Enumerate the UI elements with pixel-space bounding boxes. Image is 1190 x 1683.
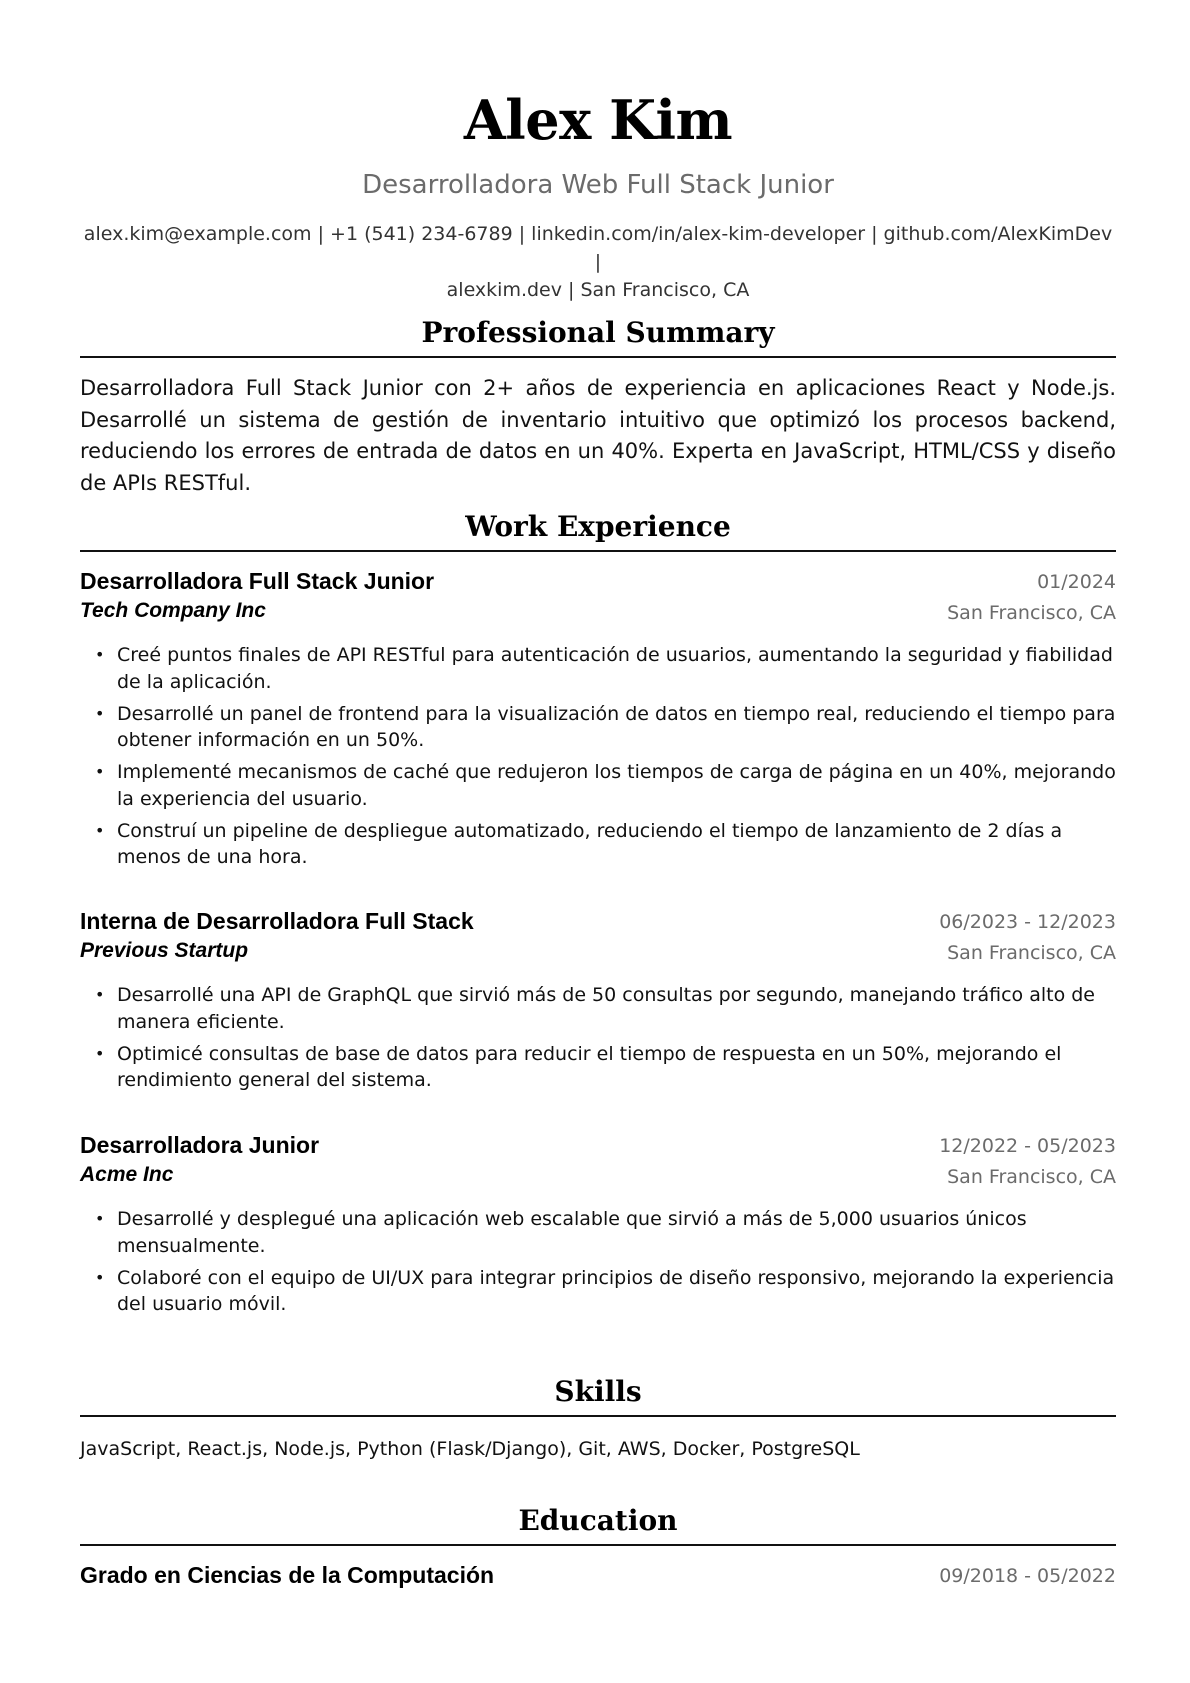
job-bullet: • Optimicé consultas de base de datos para reducir el tiempo de respuesta en un 50%, mejorando el rendimiento general del sistema.: [80, 1041, 1116, 1094]
job-company: Tech Company Inc: [80, 599, 266, 622]
job-location: San Francisco, CA: [947, 602, 1116, 624]
section-title-skills: Skills: [554, 1375, 642, 1408]
job-location: San Francisco, CA: [947, 1166, 1116, 1188]
section-divider: [80, 550, 1116, 552]
section-title-experience: Work Experience: [465, 510, 731, 543]
job-company: Previous Startup: [80, 939, 249, 962]
job-bullet: • Creé puntos finales de API RESTful para autenticación de usuarios, aumentando la seguridad y fiabilidad de la aplicación.: [80, 642, 1116, 695]
job-bullet: • Construí un pipeline de despliegue automatizado, reduciendo el tiempo de lanzamiento de 2 días a menos de una hora.: [80, 818, 1116, 871]
job-bullet: • Colaboré con el equipo de UI/UX para integrar principios de diseño responsivo, mejorando la experiencia del usuario móvil.: [80, 1265, 1116, 1318]
job-company: Acme Inc: [80, 1163, 174, 1186]
summary-text: Desarrolladora Full Stack Junior con 2+ años de experiencia en aplicaciones React y Node.js. Desarrollé un sistema de gestión de inventario intuitivo que optimizó los procesos backend, reduciendo los errores de entrada de datos en un 40%. Experta en JavaScript, HTML/CSS y diseño de APIs RESTful.: [80, 376, 1116, 495]
section-divider: [80, 356, 1116, 358]
contact-line-2: alexkim.dev | San Francisco, CA: [446, 279, 750, 301]
job-date: 01/2024: [1037, 571, 1116, 593]
job-bullet: • Desarrollé una API de GraphQL que sirvió más de 50 consultas por segundo, manejando tráfico alto de manera eficiente.: [80, 982, 1116, 1035]
skills-text: JavaScript, React.js, Node.js, Python (Flask/Django), Git, AWS, Docker, PostgreSQL: [80, 1438, 860, 1460]
job-bullets: [80, 642, 1116, 876]
job-title: Desarrolladora Junior: [80, 1132, 320, 1158]
job-bullets: [80, 1206, 1116, 1323]
contact-info: [80, 220, 1116, 304]
candidate-name: Alex Kim: [463, 88, 733, 152]
job-bullet: • Desarrollé un panel de frontend para la visualización de datos en tiempo real, reduciendo el tiempo para obtener información en un 50%.: [80, 701, 1116, 754]
job-location: San Francisco, CA: [947, 942, 1116, 964]
education-degree: Grado en Ciencias de la Computación: [80, 1562, 495, 1588]
job-bullet: • Desarrollé y desplegué una aplicación web escalable que sirvió a más de 5,000 usuarios únicos mensualmente.: [80, 1206, 1116, 1259]
job-bullets: [80, 982, 1116, 1099]
section-divider: [80, 1415, 1116, 1417]
job-title: Interna de Desarrolladora Full Stack: [80, 908, 474, 934]
candidate-headline: Desarrolladora Web Full Stack Junior: [362, 170, 834, 200]
job-bullet: • Implementé mecanismos de caché que redujeron los tiempos de carga de página en un 40%, mejorando la experiencia del usuario.: [80, 759, 1116, 812]
education-date: 09/2018 - 05/2022: [939, 1565, 1116, 1587]
contact-line-1: alex.kim@example.com | +1 (541) 234-6789 | linkedin.com/in/alex-kim-developer | github.com/AlexKimDev |: [83, 223, 1113, 273]
job-title: Desarrolladora Full Stack Junior: [80, 568, 435, 594]
job-date: 12/2022 - 05/2023: [939, 1135, 1116, 1157]
job-date: 06/2023 - 12/2023: [939, 911, 1116, 933]
section-title-education: Education: [518, 1504, 678, 1537]
section-divider: [80, 1544, 1116, 1546]
section-title-summary: Professional Summary: [421, 316, 775, 349]
